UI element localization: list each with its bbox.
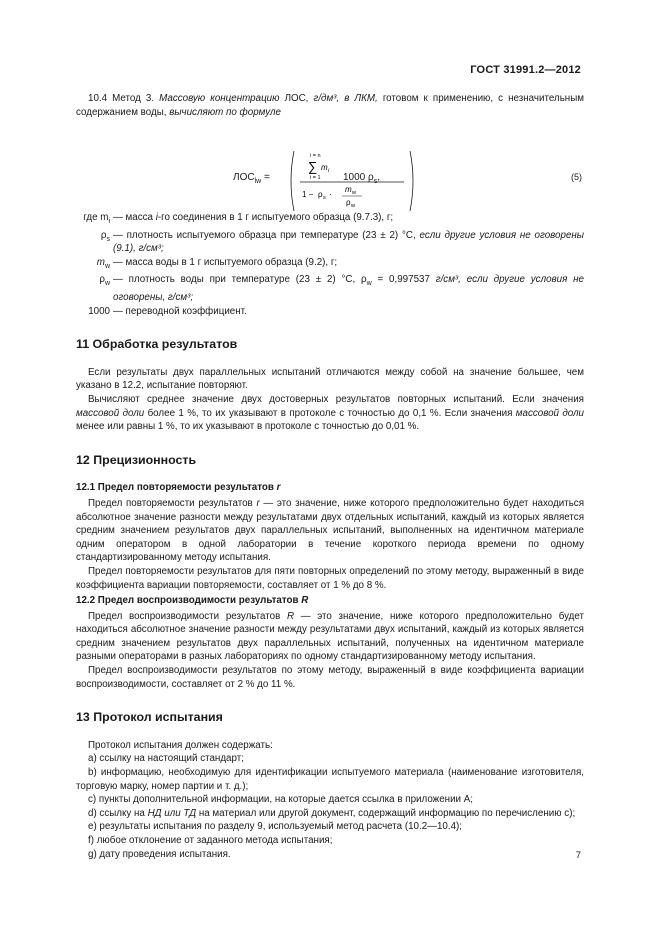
definition-row [76, 229, 584, 256]
text-run: менее или равны 1 %, то их указывают в протоколе с точностью до 0,01 %. [76, 421, 420, 433]
text-run: переводной коэффициент. [125, 305, 247, 317]
text-run: Предел повторяемости результатов [88, 497, 257, 509]
definition-text [110, 256, 584, 274]
list-item-e: e) результаты испытания по разделу 9, используемый метод расчета (10.2—10.4); [88, 821, 463, 833]
symbol-text: 1000 [88, 305, 110, 317]
definition-symbol [48, 256, 110, 274]
text-run: = 0,997537 [371, 274, 436, 286]
section-13-title: 13 Протокол испытания [76, 710, 223, 725]
definition-symbol [48, 211, 110, 229]
protocol-intro: Протокол испытания должен содержать: [88, 739, 273, 751]
list-item-a: a) ссылку на настоящий стандарт; [88, 753, 244, 765]
sum-sign: ∑ [308, 159, 318, 175]
text-run: Предел воспроизводимости результатов [88, 610, 287, 622]
m-i-symbol: m [321, 163, 328, 173]
italic-text: массовой доли [76, 407, 145, 419]
standard-code-header: ГОСТ 31991.2—2012 [470, 64, 581, 76]
list-item-c: c) пункты дополнительной информации, на которые дается ссылка в приложении А; [88, 794, 474, 806]
italic-text: Массовую концентрацию [159, 93, 280, 104]
equals-sign: = [263, 172, 270, 184]
italic-text: R [301, 595, 309, 607]
sum-upper-limit: i = n [310, 153, 321, 160]
text-run: 12.2 Предел воспроизводимости результатов [76, 595, 302, 607]
symbol-text: m [96, 256, 105, 268]
formula-factor: 1000 ρ [343, 172, 374, 184]
method-3-paragraph [76, 92, 584, 119]
section-12-2-paragraph-2: Предел воспроизводимости результатов по этому методу, выраженный в виде коэффициента вариации воспроизводимости, составляет от 2 % до 11 %. [76, 665, 584, 690]
rho-s-subscript: s [323, 195, 326, 202]
subsection-12-1-title [76, 481, 584, 495]
left-bracket [291, 151, 294, 211]
text-run: ЛОС, [284, 93, 309, 104]
italic-text: г/дм³, в ЛКМ, [313, 93, 378, 104]
italic-text: вычисляют по формуле [169, 106, 281, 118]
m-w-subscript: w [352, 190, 356, 197]
section-12-1-paragraph-1 [76, 497, 584, 565]
formula-lhs [233, 171, 270, 189]
italic-text: r [276, 482, 281, 494]
formula-number: (5) [571, 172, 582, 183]
right-bracket [410, 151, 413, 211]
italic-text: НД или ТД [147, 807, 197, 819]
rho-w-symbol: ρ [346, 198, 351, 208]
italic-text: (9.1), г/см³; [113, 243, 164, 255]
symbol-subscript: i [108, 218, 110, 226]
definition-row [76, 273, 584, 304]
italic-text: R [286, 610, 295, 622]
section-12-1-paragraph-2: Предел повторяемости результатов для пяти повторных определений по этому методу, выраженный в виде коэффициента вариации повторяемости, составляет от 1 % до 8 %. [76, 565, 584, 591]
one-minus: 1 − [302, 190, 314, 200]
text-run: 12.1 Предел повторяемости результатов [76, 482, 277, 494]
list-item-f: f) любое отклонение от заданного метода испытания; [88, 835, 333, 847]
symbol-subscript: w [104, 280, 110, 288]
section-11-paragraph-2 [76, 393, 584, 434]
page-content [76, 92, 584, 861]
symbol-text: ρ [100, 229, 107, 241]
dash: — [113, 256, 126, 268]
definition-row [76, 256, 584, 274]
clause-number: 10.4 Метод 3. [88, 93, 155, 104]
italic-text: г/см³, если другие условия не оговорены, г/см³; [113, 274, 585, 304]
formula-subscript: lw [254, 178, 262, 186]
formula-subscript: s [373, 178, 378, 186]
symbol-definitions [76, 211, 584, 318]
text-run: масса [125, 212, 156, 224]
section-11-title: 11 Обработка результатов [76, 337, 238, 352]
sum-lower-limit: i = 1 [310, 175, 321, 182]
formula-rhs [343, 171, 380, 189]
formula-5 [76, 119, 584, 210]
list-item-b: b) информацию, необходимую для идентификации испытуемого материала (наименование изготовителя, торговую марку, номер партии и т. д.); [76, 767, 584, 792]
text-run: плотность испытуемого образца при температуре (23 ± 2) °С, [126, 229, 416, 241]
rho-s-symbol: ρ [318, 190, 323, 200]
section-11-paragraph-1: Если результаты двух параллельных испытаний отличаются между собой на значение большее, чем указано в 12.2, испытание повторяют. [76, 366, 584, 392]
dash: — [113, 305, 126, 317]
definition-symbol [48, 305, 110, 319]
definition-symbol [48, 273, 110, 304]
definition-row [76, 305, 584, 319]
dot-operator: · [329, 190, 332, 200]
page-number: 7 [575, 850, 581, 861]
formula-comma: , [377, 172, 380, 184]
dash: — [113, 229, 127, 241]
italic-text: массовой доли [515, 407, 584, 419]
rho-w-subscript: w [351, 203, 355, 210]
symbol-subscript: w [104, 262, 110, 270]
section-12-2-paragraph-1 [76, 610, 584, 664]
italic-text: если другие условия не оговорены [415, 229, 584, 241]
text-run: — это значение, ниже которого предположительно будет находиться абсолютное значение разности между результатами двух отдельных испытаний, каждый из которых является средним значением результатов двух параллельных испытаний, выполненных на идентичном материале одним оператором в одной лаборатории в течение короткого периода времени по одному стандартизированному методу испытания. [76, 497, 584, 564]
definition-row [76, 211, 584, 229]
text-run: d) ссылку на [88, 807, 148, 819]
text-run: плотность воды при температуре (23 ± 2) °С, ρ [128, 274, 367, 286]
text-run: на материал или другой документ, содержащий информацию по перечислению c); [196, 807, 576, 819]
text-run: готовом к применению, с незначительным содержанием воды, [76, 93, 584, 118]
text-run: -го соединения в 1 г испытуемого образца (9.7.3), г; [157, 212, 394, 224]
list-item-g: g) дату проведения испытания. [88, 848, 231, 860]
section-12-title: 12 Прецизионность [76, 452, 197, 467]
definition-text [110, 273, 584, 304]
m-i-subscript: i [328, 168, 330, 175]
m-w-symbol: m [345, 185, 352, 195]
subsection-12-2-title [76, 594, 584, 608]
dash: — [113, 274, 129, 286]
dash: — [113, 212, 126, 224]
definition-text [110, 211, 584, 229]
definition-symbol [48, 229, 110, 256]
symbol-subscript: w [366, 280, 372, 288]
italic-text: i [155, 212, 158, 224]
text-run: — это значение, ниже которого предположительно будет находиться абсолютное значение разности между результатами двух испытаний, каждый из которых является средним значением результатов двух параллельных испытаний, полученных на идентичном материале разными операторами в разных лабораториях по одному стандартизированному методу испытания. [76, 610, 584, 663]
list-item-d [76, 807, 584, 821]
definition-text [110, 229, 584, 256]
text-run: более 1 %, то их указывают в протоколе с точностью до 0,1 %. Если значения [144, 407, 516, 419]
text-run: Вычисляют среднее значение двух достоверных результатов повторных испытаний. Если значения [88, 393, 584, 405]
formula-symbol: ЛОС [233, 172, 255, 184]
italic-text: r [256, 497, 260, 509]
symbol-subscript: s [106, 235, 110, 243]
definition-text [110, 305, 584, 319]
symbol-text: ρ [99, 274, 105, 286]
text-run: масса воды в 1 г испытуемого образца (9.2), г; [125, 256, 338, 268]
symbol-text: где m [83, 212, 109, 224]
